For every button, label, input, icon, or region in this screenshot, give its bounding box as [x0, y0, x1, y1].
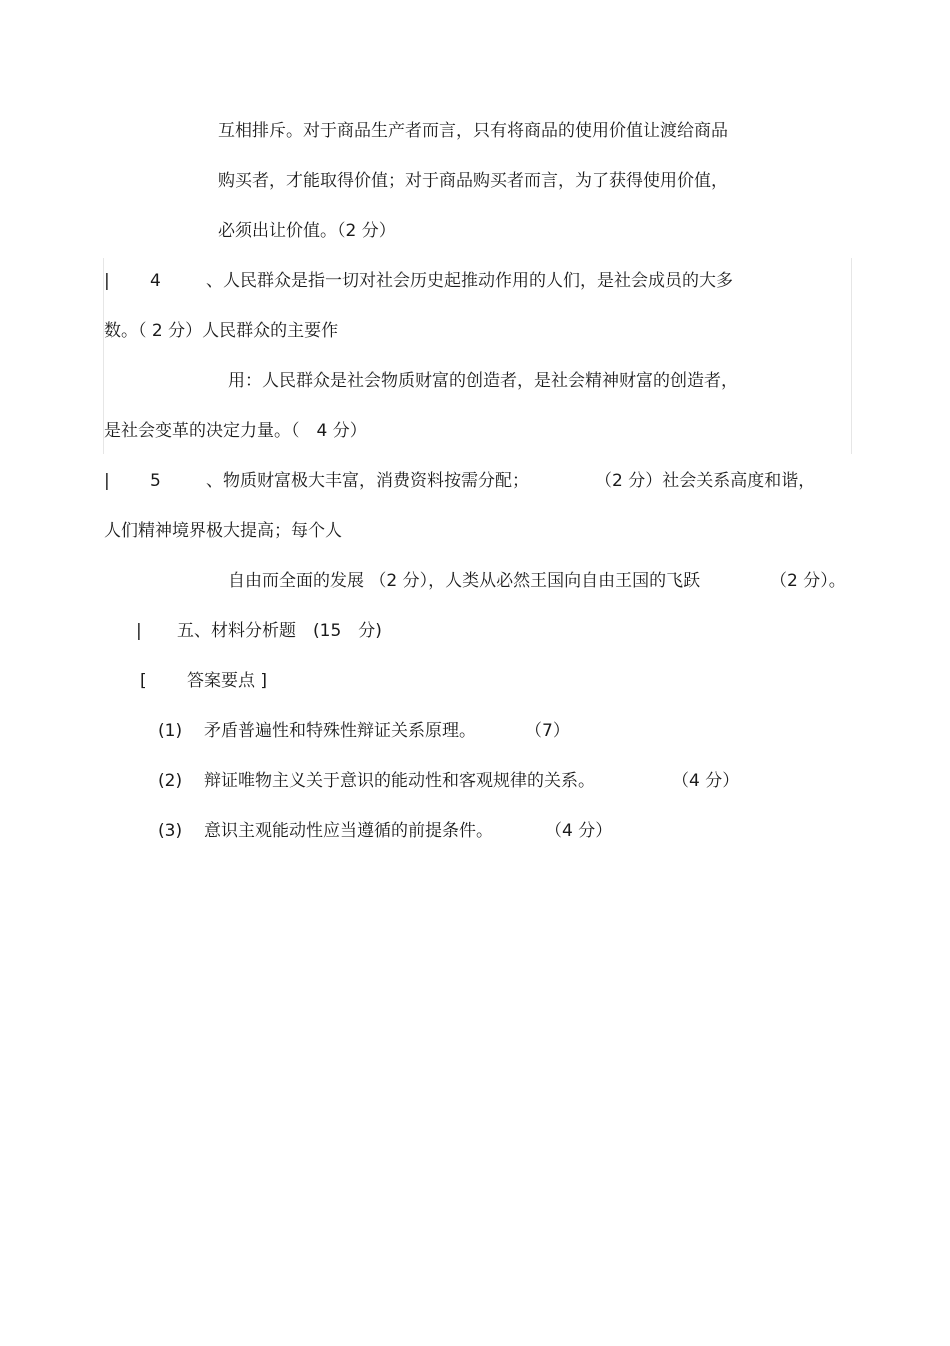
- q3-line-3: 必须出让价值。（2 分）: [218, 221, 396, 241]
- q5-number: 5: [150, 471, 161, 491]
- section5-bar: |: [136, 621, 142, 641]
- q3-line-2: 购买者，才能取得价值；对于商品购买者而言，为了获得使用价值，: [218, 171, 728, 191]
- margin-rule-right: [851, 258, 852, 454]
- q4-line-2: 数。（ 2 分）人民群众的主要作: [104, 321, 339, 341]
- item-1-number: (1): [158, 721, 183, 741]
- section5-title: 五、材料分析题 (15 分): [177, 621, 382, 641]
- item-3-score: （4 分）: [545, 821, 613, 841]
- answer-key-bracket: [: [140, 671, 147, 691]
- q5-bar: |: [104, 471, 110, 491]
- q5-line-1a: 、物质财富极大丰富，消费资料按需分配；: [206, 471, 529, 491]
- q5-line-1b: （2 分）社会关系高度和谐，: [595, 471, 816, 491]
- q4-bar: |: [104, 271, 110, 291]
- q4-number: 4: [150, 271, 161, 291]
- answer-key-label: 答案要点 ]: [187, 671, 268, 691]
- q5-line-3a: 自由而全面的发展 （2 分），人类从必然王国向自由王国的飞跃: [228, 571, 701, 591]
- item-3-number: (3): [158, 821, 183, 841]
- item-2-text: 辩证唯物主义关于意识的能动性和客观规律的关系。: [204, 771, 595, 791]
- q5-line-3b: （2 分）。: [770, 571, 846, 591]
- q4-line-4: 是社会变革的决定力量。（ 4 分）: [104, 421, 367, 441]
- item-2-number: (2): [158, 771, 183, 791]
- q3-line-1: 互相排斥。对于商品生产者而言，只有将商品的使用价值让渡给商品: [218, 121, 728, 141]
- q4-line-3: 用：人民群众是社会物质财富的创造者，是社会精神财富的创造者，: [228, 371, 738, 391]
- item-1-text: 矛盾普遍性和特殊性辩证关系原理。: [204, 721, 476, 741]
- q4-line-1: 、人民群众是指一切对社会历史起推动作用的人们，是社会成员的大多: [206, 271, 733, 291]
- item-2-score: （4 分）: [672, 771, 740, 791]
- q5-line-2: 人们精神境界极大提高；每个人: [104, 521, 342, 541]
- item-3-text: 意识主观能动性应当遵循的前提条件。: [204, 821, 493, 841]
- item-1-score: （7）: [525, 721, 570, 741]
